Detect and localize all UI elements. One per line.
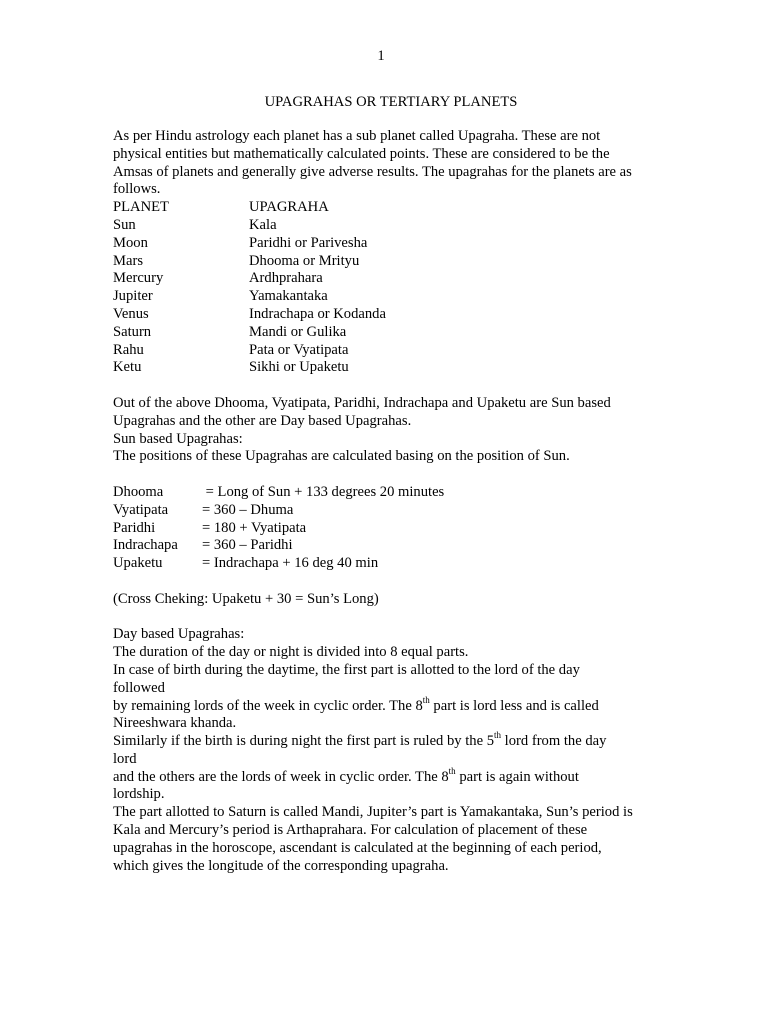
text-line: which gives the longitude of the corresponding upagraha.	[113, 857, 449, 874]
planet-cell: Saturn	[113, 323, 152, 340]
text-line: follows.	[113, 181, 161, 198]
text-line: Amsas of planets and generally give adverse results. The upagrahas for the planets are as	[113, 163, 632, 180]
text-line: In case of birth during the daytime, the first part is allotted to the lord of the day followed	[113, 661, 580, 696]
spacer	[113, 573, 633, 591]
document-body	[113, 128, 633, 875]
cross-check-note: (Cross Cheking: Upaketu + 30 = Sun’s Long)	[113, 590, 379, 607]
text-line: Upagrahas and the other are Day based Upagrahas.	[113, 412, 412, 429]
formula-name: Vyatipata	[113, 501, 169, 518]
formula-row	[113, 537, 633, 555]
table-row	[113, 253, 633, 271]
planet-cell: Mercury	[113, 270, 164, 287]
planet-cell: Rahu	[113, 341, 144, 358]
formula-list	[113, 484, 633, 573]
upagraha-cell: Sikhi or Upaketu	[249, 359, 349, 376]
table-row	[113, 324, 633, 342]
formula-row	[113, 484, 633, 502]
formula-row	[113, 502, 633, 520]
day-based-section	[113, 626, 633, 875]
text-line: Similarly if the birth is during night the first part is ruled by the 5th lord from the day lord	[113, 730, 607, 767]
text-line: As per Hindu astrology each planet has a sub planet called Upagraha. These are not	[113, 128, 601, 144]
upagraha-cell: Yamakantaka	[249, 288, 328, 305]
upagraha-cell: Kala	[249, 216, 277, 233]
text-line: The part allotted to Saturn is called Mandi, Jupiter’s part is Yamakantaka, Sun’s period is	[113, 804, 633, 821]
sun-based-paragraph	[113, 395, 633, 466]
text-line: and the others are the lords of week in cyclic order. The 8th part is again without lordship.	[113, 765, 579, 803]
document-title: UPAGRAHAS OR TERTIARY PLANETS	[264, 94, 518, 110]
text-line: The positions of these Upagrahas are calculated basing on the position of Sun.	[113, 448, 570, 465]
upagraha-cell: Paridhi or Parivesha	[249, 234, 368, 251]
text-line: Out of the above Dhooma, Vyatipata, Paridhi, Indrachapa and Upaketu are Sun based	[113, 394, 611, 411]
text-line: Nireeshwara khanda.	[113, 715, 237, 732]
page-number: 1	[377, 48, 385, 64]
text-line: The duration of the day or night is divided into 8 equal parts.	[113, 644, 469, 661]
table-row	[113, 270, 633, 288]
table-row	[113, 288, 633, 306]
text-line: by remaining lords of the week in cyclic order. The 8th part is lord less and is called	[113, 694, 599, 714]
upagraha-table	[113, 199, 633, 377]
table-row	[113, 342, 633, 360]
formula-expression: = 180 + Vyatipata	[202, 519, 307, 536]
table-row	[113, 217, 633, 235]
section-heading: Day based Upagrahas:	[113, 626, 245, 643]
text-line: physical entities but mathematically calculated points. These are considered to be the	[113, 145, 610, 162]
planet-cell: Mars	[113, 252, 143, 269]
text-line: upagrahas in the horoscope, ascendant is calculated at the beginning of each period,	[113, 839, 602, 856]
planet-cell: Venus	[113, 305, 149, 322]
formula-expression: = Long of Sun + 133 degrees 20 minutes	[202, 483, 445, 500]
formula-expression: = 360 – Dhuma	[202, 501, 294, 518]
upagraha-cell: Mandi or Gulika	[249, 323, 347, 340]
header-upagraha: UPAGRAHA	[249, 199, 329, 216]
spacer	[113, 466, 633, 484]
formula-row	[113, 555, 633, 573]
text-line: Kala and Mercury’s period is Arthaprahara. For calculation of placement of these	[113, 822, 588, 839]
spacer	[113, 609, 633, 627]
planet-cell: Jupiter	[113, 288, 153, 305]
formula-name: Paridhi	[113, 519, 156, 536]
upagraha-cell: Pata or Vyatipata	[249, 341, 349, 358]
table-row	[113, 359, 633, 377]
formula-expression: = Indrachapa + 16 deg 40 min	[202, 555, 379, 572]
planet-cell: Sun	[113, 216, 136, 233]
spacer	[113, 377, 633, 395]
formula-name: Upaketu	[113, 555, 163, 572]
table-row	[113, 306, 633, 324]
formula-row	[113, 520, 633, 538]
planet-cell: Ketu	[113, 359, 142, 376]
upagraha-cell: Ardhprahara	[249, 270, 323, 287]
upagraha-cell: Indrachapa or Kodanda	[249, 305, 386, 322]
upagraha-cell: Dhooma or Mrityu	[249, 252, 360, 269]
header-planet: PLANET	[113, 199, 169, 216]
table-header	[113, 199, 633, 217]
formula-expression: = 360 – Paridhi	[202, 537, 293, 554]
formula-name: Dhooma	[113, 483, 164, 500]
table-row	[113, 235, 633, 253]
formula-name: Indrachapa	[113, 537, 178, 554]
planet-cell: Moon	[113, 234, 148, 251]
intro-paragraph	[113, 128, 633, 199]
section-heading: Sun based Upagrahas:	[113, 430, 243, 447]
